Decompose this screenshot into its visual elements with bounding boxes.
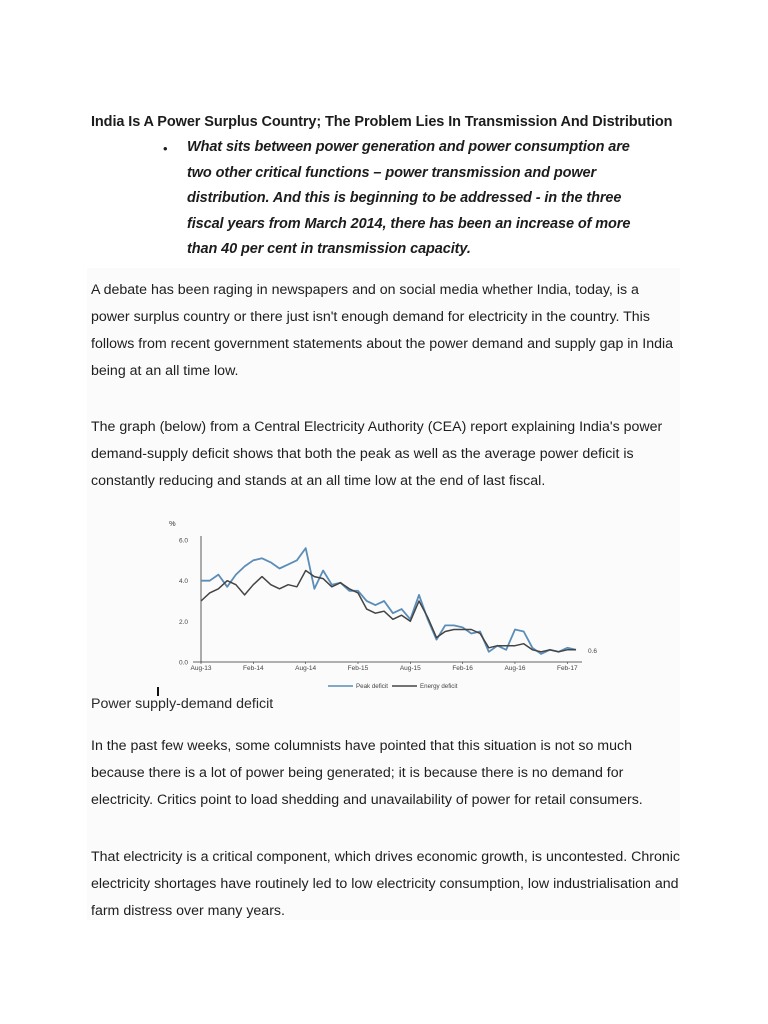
x-tick-label: Aug-13 (190, 665, 212, 672)
x-tick-label: Feb-14 (243, 665, 264, 672)
text-cursor (157, 687, 159, 696)
paragraph-electricity-growth: That electricity is a critical component, which drives economic growth, is uncontested. Chronic electricity shortages have routinely led to low electricity consumption, low industrialisation and farm distress over many years. (91, 849, 681, 919)
end-value-label: 0.6 (588, 647, 598, 655)
summary-bullet-text: What sits between power generation and power consumption are two other critical functions – power transmission and power distribution. And this is beginning to be addressed - in the three fiscal years from March 2014, there has been an increase of more than 40 per cent in transmission capacity. (187, 139, 631, 257)
y-axis-unit-label: % (169, 519, 176, 528)
y-tick-label: 4.0 (178, 578, 188, 586)
chart-svg (160, 514, 610, 696)
x-tick-label: Aug-16 (504, 665, 526, 672)
x-tick-label: Aug-14 (295, 665, 317, 672)
legend-label: Peak deficit (356, 683, 388, 690)
y-tick-label: 0.0 (178, 659, 188, 667)
x-tick-label: Feb-16 (452, 665, 473, 672)
series-line-energy-deficit (201, 571, 576, 652)
paragraph-columnists: In the past few weeks, some columnists have pointed that this situation is not so much because there is a lot of power being generated; it is because there is no demand for electricity. Critics point to load shedding and unavailability of power for retail consumers. (91, 738, 643, 808)
x-tick-label: Feb-17 (556, 665, 578, 672)
article-title: India Is A Power Surplus Country; The Problem Lies In Transmission And Distribution (91, 114, 673, 130)
series-line-peak-deficit (201, 548, 576, 654)
x-tick-label: Aug-15 (399, 665, 421, 672)
deficit-chart (160, 514, 610, 696)
x-tick-label: Feb-15 (347, 665, 369, 672)
bullet-icon: • (163, 141, 168, 156)
chart-caption: Power supply-demand deficit (91, 696, 274, 712)
y-tick-label: 2.0 (178, 618, 188, 626)
paragraph-debate: A debate has been raging in newspapers and on social media whether India, today, is a power surplus country or there just isn't enough demand for electricity in the country. This follows from recent government statements about the power demand and supply gap in India being at an all time low. (91, 282, 674, 379)
legend-label: Energy deficit (420, 683, 458, 690)
paragraph-graph-intro: The graph (below) from a Central Electricity Authority (CEA) report explaining India's power demand-supply deficit shows that both the peak as well as the average power deficit is constantly reducing and stands at an all time low at the end of last fiscal. (91, 419, 663, 489)
y-tick-label: 6.0 (178, 537, 188, 545)
